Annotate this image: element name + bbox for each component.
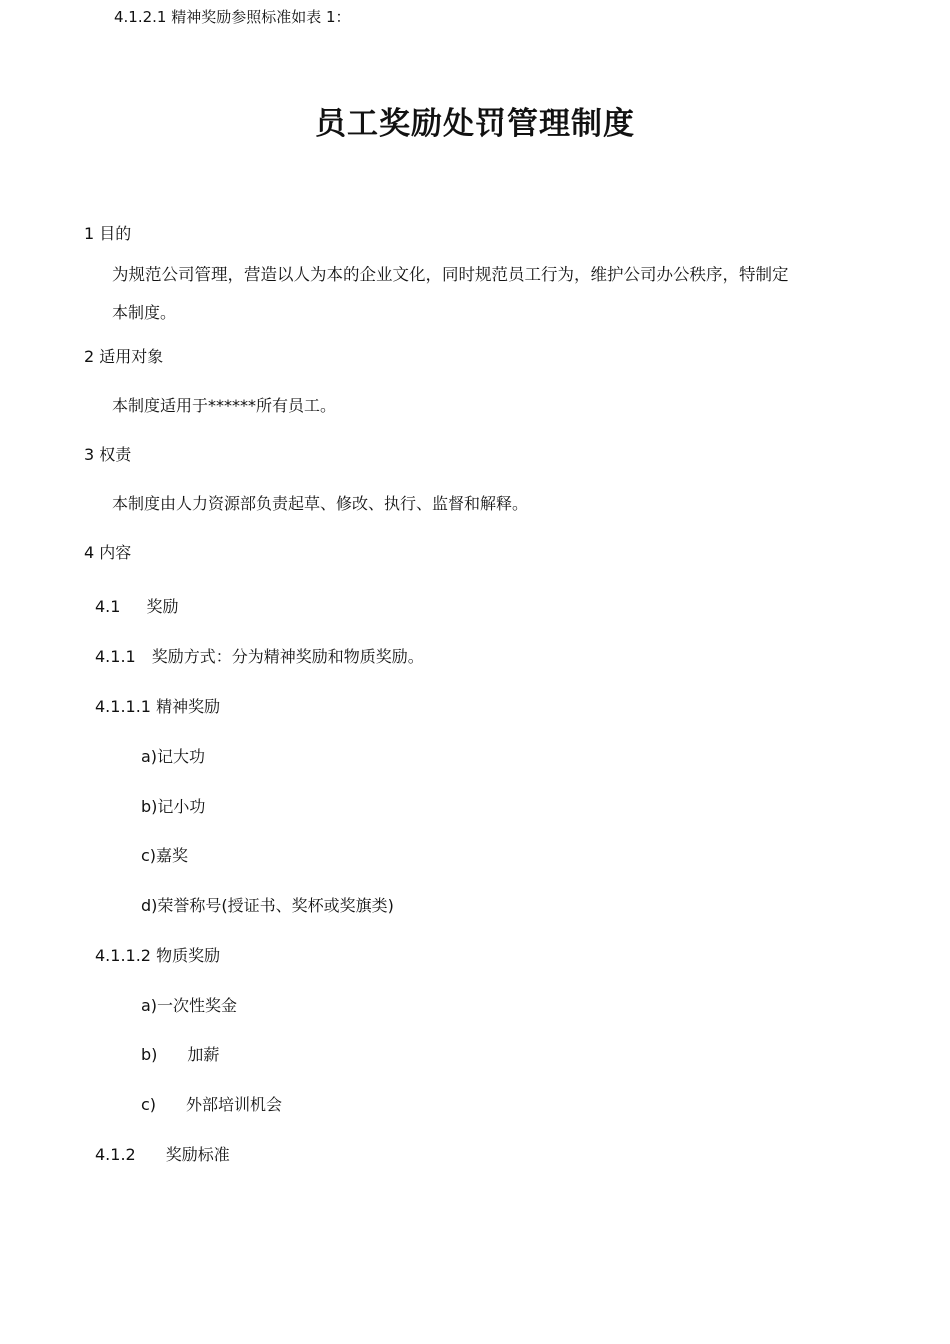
section-4-1-1-heading — [95, 646, 424, 668]
list-item: a)记大功 — [141, 747, 206, 766]
section-1-paragraph-line-2: 本制度。 — [112, 303, 177, 322]
list-item: a)一次性奖金 — [141, 996, 238, 1015]
section-1-paragraph-line-1: 为规范公司管理，营造以人为本的企业文化，同时规范员工行为，维护公司办公秩序，特制定 — [112, 265, 789, 284]
document-title: 员工奖励处罚管理制度 — [315, 106, 635, 142]
list-item — [141, 1094, 282, 1116]
section-2-paragraph: 本制度适用于******所有员工。 — [112, 396, 337, 415]
list-item — [141, 1044, 219, 1066]
section-4-1-2-heading — [95, 1144, 230, 1166]
section-3-heading: 3 权责 — [84, 445, 132, 464]
section-4-heading: 4 内容 — [84, 543, 132, 562]
list-item: d)荣誉称号(授证书、奖杯或奖旗类) — [141, 896, 394, 915]
list-item-text: 加薪 — [187, 1045, 220, 1064]
section-4-1-heading — [95, 596, 178, 618]
section-4-1-1-text: 奖励方式：分为精神奖励和物质奖励。 — [151, 647, 424, 666]
top-note: 4.1.2.1 精神奖励参照标准如表 1： — [114, 8, 351, 26]
section-4-1-1-1-heading: 4.1.1.1 精神奖励 — [95, 697, 221, 716]
list-item-text: 外部培训机会 — [186, 1095, 283, 1114]
list-item: b)记小功 — [141, 797, 206, 816]
section-4-1-number: 4.1 — [95, 597, 121, 616]
section-2-heading: 2 适用对象 — [84, 347, 164, 366]
section-4-1-text: 奖励 — [146, 597, 179, 616]
section-4-1-1-number: 4.1.1 — [95, 647, 136, 666]
list-item-marker: b) — [141, 1045, 158, 1064]
section-4-1-2-text: 奖励标准 — [165, 1145, 230, 1164]
section-3-paragraph: 本制度由人力资源部负责起草、修改、执行、监督和解释。 — [112, 494, 529, 513]
list-item: c)嘉奖 — [141, 846, 189, 865]
section-4-1-1-2-heading: 4.1.1.2 物质奖励 — [95, 946, 221, 965]
section-4-1-2-number: 4.1.2 — [95, 1145, 136, 1164]
list-item-marker: c) — [141, 1095, 157, 1114]
section-1-heading: 1 目的 — [84, 224, 132, 243]
